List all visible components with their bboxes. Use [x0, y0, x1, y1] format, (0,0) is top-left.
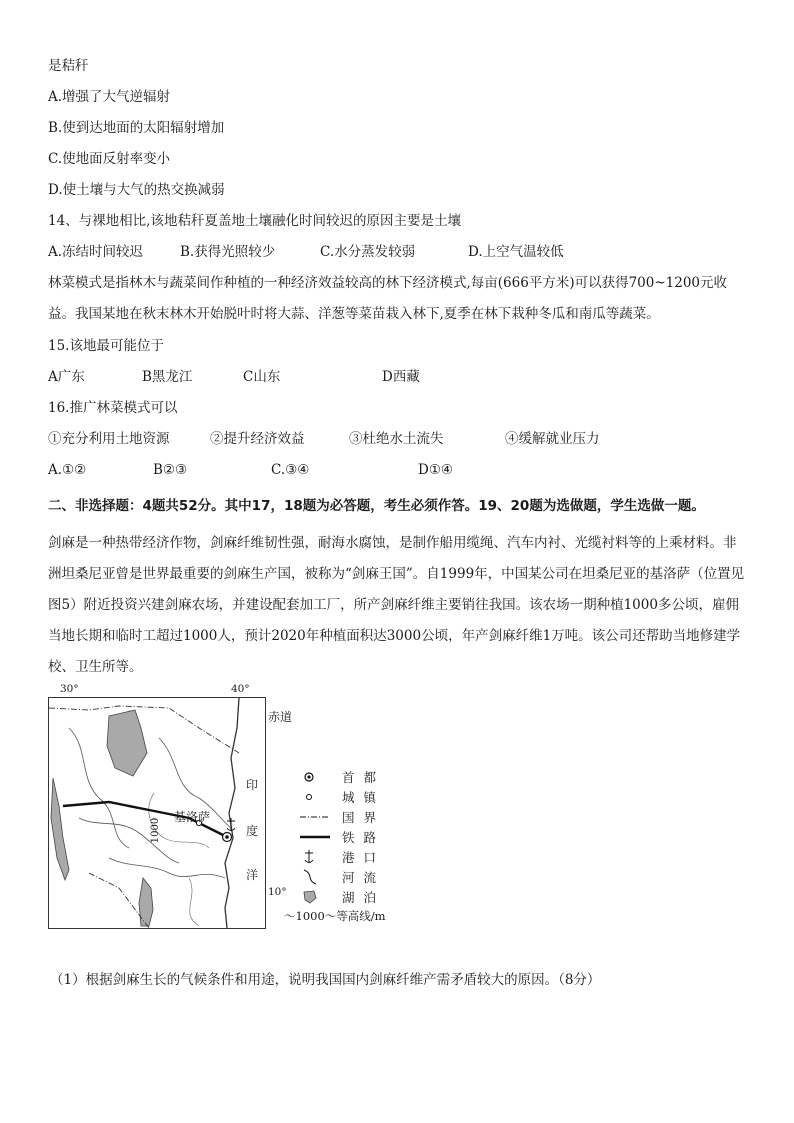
contour-line	[189, 878, 199, 926]
q17-part1: （1）根据剑麻生长的气候条件和用途，说明我国国内剑麻纤维产需矛盾较大的原因。（8分）	[50, 972, 601, 988]
q13-option-d: D.使土壤与大气的热交换减弱	[48, 182, 225, 198]
tanzania-map	[48, 697, 266, 929]
q16-stem: 16.推广林菜模式可以	[48, 400, 178, 416]
q14-stem: 14、与裸地相比,该地秸秆夏盖地土壤融化时间较迟的原因主要是土壤	[48, 213, 461, 229]
capital-icon	[300, 768, 330, 786]
q15-option-a: A广东	[48, 369, 85, 385]
lake-icon	[300, 888, 330, 906]
q16-option-d: D①④	[418, 462, 454, 478]
legend-contour: ～1000～等高线/m	[284, 909, 386, 923]
lake-victoria	[107, 710, 147, 776]
legend-capital: 首都	[300, 768, 410, 786]
q15-option-c: C山东	[243, 369, 281, 385]
q15-option-b: B黑龙江	[142, 369, 193, 385]
q13-option-c: C.使地面反射率变小	[48, 151, 171, 167]
q13-stem-tail: 是秸秆	[48, 58, 89, 74]
q15-stem: 15.该地最可能位于	[48, 338, 164, 354]
lon-label-30: 30°	[60, 683, 79, 695]
coastline	[225, 698, 239, 928]
passage-sisal: 剑麻是一种热带经济作物，剑麻纤维韧性强，耐海水腐蚀，是制作船用缆绳、汽车内衬、光缆衬料等的上乘材料。非洲坦桑尼亚曾是世界最重要的剑麻生产国，被称为“剑麻王国”。自1999年，中国某公司在坦桑尼亚的基洛萨（位置见图5）附近投资兴建剑麻农场，并建设配套加工厂，所产剑麻纤维主要销往我国。该农场一期种植1000多公顷，雇佣当地长期和临时工超过1000人，预计2020年种植面积达3000公顷，年产剑麻纤维1万吨。该公司还帮助当地修建学校、卫生所等。	[48, 535, 745, 675]
town-icon	[300, 788, 330, 806]
q14-option-d: D.上空气温较低	[468, 244, 564, 260]
legend-railway: 铁路	[300, 828, 410, 846]
equator-label: 赤道	[268, 710, 293, 724]
q16-option-a: A.①②	[48, 462, 87, 478]
legend-town: 城镇	[300, 788, 410, 806]
q13-option-b: B.使到达地面的太阳辐射增加	[48, 120, 225, 136]
capital-marker-dot	[225, 835, 229, 839]
legend-lake: 湖泊	[300, 888, 410, 906]
map-drawing	[49, 698, 265, 928]
q16-option-c: C.③④	[271, 462, 310, 478]
q16-item-1: ①充分利用土地资源	[48, 431, 170, 447]
lon-label-40: 40°	[231, 683, 250, 695]
anchor-icon	[300, 848, 330, 866]
legend-border: 国界	[300, 808, 410, 826]
q14-option-b: B.获得光照较少	[180, 244, 276, 260]
lake-tanganyika	[51, 778, 69, 880]
river	[109, 858, 225, 878]
railway-line-icon	[300, 828, 330, 846]
lake-malawi	[139, 878, 153, 926]
q16-option-b: B②③	[153, 462, 188, 478]
q14-option-a: A.冻结时间较迟	[48, 244, 144, 260]
q16-item-2: ②提升经济效益	[210, 431, 305, 447]
q14-option-c: C.水分蒸发较弱	[320, 244, 416, 260]
river	[79, 818, 179, 863]
legend-port: 港口	[300, 848, 410, 866]
river-icon	[300, 868, 330, 886]
section-2-heading: 二、非选择题：4题共52分。其中17，18题为必答题，考生必须作答。19、20题为选做题，学生选做一题。	[48, 498, 705, 514]
legend-river: 河流	[300, 868, 410, 886]
q13-option-a: A.增强了大气逆辐射	[48, 89, 171, 105]
q16-item-4: ④缓解就业压力	[505, 431, 600, 447]
town-label-kilosa: 基洛萨	[174, 810, 211, 824]
ocean-label-1: 印	[246, 778, 259, 792]
port-anchor-icon	[227, 818, 235, 831]
q15-option-d: D西藏	[382, 369, 420, 385]
ocean-label-3: 洋	[246, 868, 259, 882]
border-line-icon	[300, 808, 330, 826]
lat-label-10: 10°	[268, 886, 287, 898]
q16-item-3: ③杜绝水土流失	[349, 431, 444, 447]
contour-value-label: 1000	[150, 817, 162, 844]
passage-forest-vegetable: 林菜模式是指林木与蔬菜间作种植的一种经济效益较高的林下经济模式,每亩(666平方米)可以获得700~1200元收益。我国某地在秋末林木开始脱叶时将大蒜、洋葱等菜苗栽入林下,夏季在林下栽种冬瓜和南瓜等蔬菜。	[48, 275, 728, 322]
ocean-label-2: 度	[246, 824, 259, 838]
